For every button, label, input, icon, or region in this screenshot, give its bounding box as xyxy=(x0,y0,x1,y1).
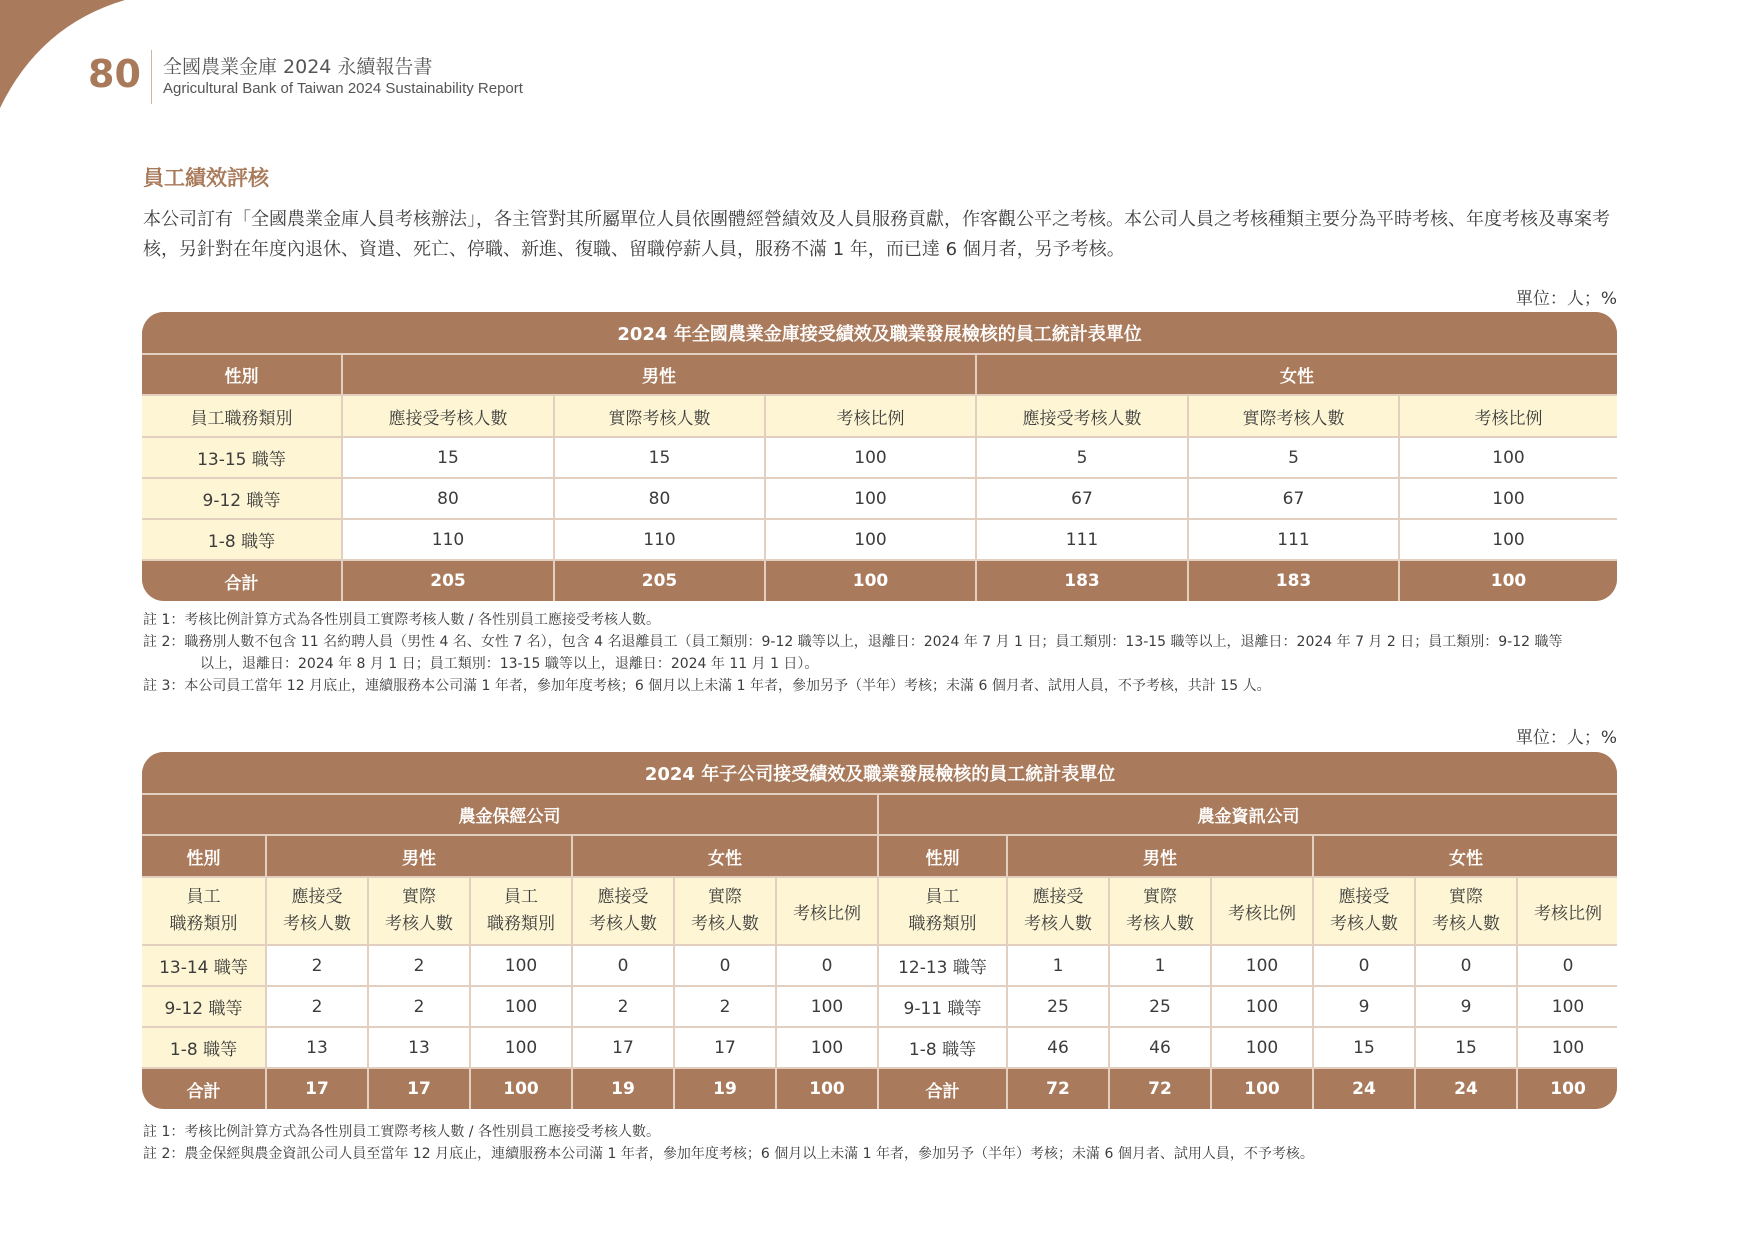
total-label: 合計 xyxy=(142,1068,266,1109)
column-header: 實際考核人數 xyxy=(554,395,765,437)
value-cell: 100 xyxy=(765,437,976,478)
value-cell: 100 xyxy=(776,986,878,1027)
total-cell: 205 xyxy=(554,560,765,601)
table-row xyxy=(142,519,1617,560)
value-cell: 0 xyxy=(776,945,878,986)
page-number: 80 xyxy=(88,52,141,96)
total-label: 合計 xyxy=(142,560,342,601)
total-cell: 100 xyxy=(1399,560,1617,601)
total-cell: 19 xyxy=(572,1068,674,1109)
intro-paragraph: 本公司訂有「全國農業金庫人員考核辦法」，各主管對其所屬單位人員依團體經營績效及人員服務貢獻，作客觀公平之考核。本公司人員之考核種類主要分為平時考核、年度考核及專案考核，另針對在年度內退休、資遣、死亡、停職、新進、復職、留職停薪人員，服務不滿 1 年，而已達 6 個月者，另予考核。 xyxy=(143,209,1610,260)
total-row xyxy=(142,1068,1617,1109)
total-cell: 183 xyxy=(976,560,1188,601)
rank-cell: 9-11 職等 xyxy=(878,986,1007,1027)
total-cell: 17 xyxy=(368,1068,470,1109)
report-title-zh: 全國農業金庫 2024 永續報告書 xyxy=(163,56,433,78)
note-continuation: 以上，退離日：2024 年 8 月 1 日；員工類別：13-15 職等以上，退離日：2024 年 11 月 1 日）。 xyxy=(200,656,819,672)
company-b-header: 農金資訊公司 xyxy=(878,794,1617,835)
value-cell: 111 xyxy=(976,519,1188,560)
total-cell: 205 xyxy=(342,560,554,601)
value-cell: 67 xyxy=(1188,478,1399,519)
value-cell: 100 xyxy=(1211,945,1313,986)
value-cell: 25 xyxy=(1109,986,1211,1027)
value-cell: 100 xyxy=(1517,986,1617,1027)
value-cell: 46 xyxy=(1007,1027,1109,1068)
value-cell: 67 xyxy=(976,478,1188,519)
table1-unit: 單位：人；% xyxy=(1515,289,1617,309)
total-cell: 100 xyxy=(1211,1068,1313,1109)
column-header: 應接受 考核人數 xyxy=(572,877,674,945)
value-cell: 2 xyxy=(266,945,368,986)
value-cell: 9 xyxy=(1313,986,1415,1027)
table-row xyxy=(142,437,1617,478)
total-row xyxy=(142,560,1617,601)
total-cell: 72 xyxy=(1109,1068,1211,1109)
total-cell: 100 xyxy=(765,560,976,601)
value-cell: 100 xyxy=(470,986,572,1027)
value-cell: 2 xyxy=(266,986,368,1027)
column-header: 考核比例 xyxy=(776,877,878,945)
value-cell: 110 xyxy=(554,519,765,560)
rank-cell: 12-13 職等 xyxy=(878,945,1007,986)
value-cell: 9 xyxy=(1415,986,1517,1027)
note: 註 1：考核比例計算方式為各性別員工實際考核人數 / 各性別員工應接受考核人數。 xyxy=(143,1124,660,1140)
total-cell: 183 xyxy=(1188,560,1399,601)
total-label: 合計 xyxy=(878,1068,1007,1109)
table1-notes xyxy=(143,609,1562,697)
value-cell: 0 xyxy=(1415,945,1517,986)
total-cell: 19 xyxy=(674,1068,776,1109)
column-header: 實際 考核人數 xyxy=(674,877,776,945)
value-cell: 15 xyxy=(1313,1027,1415,1068)
rank-cell: 1-8 職等 xyxy=(878,1027,1007,1068)
column-header: 實際 考核人數 xyxy=(368,877,470,945)
female-header: 女性 xyxy=(1313,835,1617,877)
note: 註 2：職務別人數不包含 11 名約聘人員（男性 4 名、女性 7 名），包含 4 名退離員工（員工類別：9-12 職等以上，退離日：2024 年 7 月 1 日；員工類別：13-15 職等以上，退離日：2024 年 7 月 2 日；員工類別：9-12 職等 xyxy=(143,634,1563,650)
value-cell: 5 xyxy=(976,437,1188,478)
column-header: 實際 考核人數 xyxy=(1415,877,1517,945)
table1-caption: 2024 年全國農業金庫接受績效及職業發展檢核的員工統計表單位 xyxy=(142,312,1617,354)
total-cell: 24 xyxy=(1415,1068,1517,1109)
value-cell: 100 xyxy=(1517,1027,1617,1068)
gender-header: 性別 xyxy=(142,835,266,877)
value-cell: 100 xyxy=(776,1027,878,1068)
value-cell: 1 xyxy=(1109,945,1211,986)
column-header: 應接受考核人數 xyxy=(976,395,1188,437)
column-header: 實際考核人數 xyxy=(1188,395,1399,437)
column-header: 考核比例 xyxy=(1517,877,1617,945)
rank-cell: 9-12 職等 xyxy=(142,986,266,1027)
value-cell: 100 xyxy=(470,945,572,986)
header-divider xyxy=(151,50,152,104)
column-header: 應接受 考核人數 xyxy=(266,877,368,945)
value-cell: 15 xyxy=(554,437,765,478)
value-cell: 80 xyxy=(342,478,554,519)
value-cell: 100 xyxy=(765,519,976,560)
total-cell: 100 xyxy=(1517,1068,1617,1109)
value-cell: 2 xyxy=(368,986,470,1027)
table-row xyxy=(142,986,1617,1027)
value-cell: 0 xyxy=(1313,945,1415,986)
column-header: 應接受 考核人數 xyxy=(1313,877,1415,945)
rank-header: 員工 職務類別 xyxy=(142,877,266,945)
female-header: 女性 xyxy=(976,354,1617,395)
gender-header: 性別 xyxy=(878,835,1007,877)
rank-cell: 13-15 職等 xyxy=(142,437,342,478)
rank-cell: 9-12 職等 xyxy=(142,478,342,519)
column-header: 實際 考核人數 xyxy=(1109,877,1211,945)
table-row xyxy=(142,478,1617,519)
value-cell: 2 xyxy=(572,986,674,1027)
female-header: 女性 xyxy=(572,835,878,877)
column-header: 考核比例 xyxy=(1399,395,1617,437)
column-header: 考核比例 xyxy=(1211,877,1313,945)
value-cell: 17 xyxy=(674,1027,776,1068)
report-title-en: Agricultural Bank of Taiwan 2024 Sustainability Report xyxy=(163,80,523,97)
column-header: 應接受 考核人數 xyxy=(1007,877,1109,945)
male-header: 男性 xyxy=(1007,835,1313,877)
value-cell: 100 xyxy=(1399,519,1617,560)
rank-cell: 1-8 職等 xyxy=(142,1027,266,1068)
table2-caption: 2024 年子公司接受績效及職業發展檢核的員工統計表單位 xyxy=(142,752,1617,794)
table2 xyxy=(142,752,1617,1109)
value-cell: 46 xyxy=(1109,1027,1211,1068)
value-cell: 13 xyxy=(266,1027,368,1068)
total-cell: 100 xyxy=(776,1068,878,1109)
table-row xyxy=(142,945,1617,986)
value-cell: 100 xyxy=(1399,437,1617,478)
note: 註 1：考核比例計算方式為各性別員工實際考核人數 / 各性別員工應接受考核人數。 xyxy=(143,612,660,628)
value-cell: 100 xyxy=(1399,478,1617,519)
note: 註 3：本公司員工當年 12 月底止，連續服務本公司滿 1 年者，參加年度考核；6 個月以上未滿 1 年者，參加另予（半年）考核；未滿 6 個月者、試用人員，不予考核，共計 15 人。 xyxy=(143,678,1271,694)
value-cell: 1 xyxy=(1007,945,1109,986)
column-header: 考核比例 xyxy=(765,395,976,437)
column-header: 員工 職務類別 xyxy=(470,877,572,945)
value-cell: 2 xyxy=(674,986,776,1027)
total-cell: 100 xyxy=(470,1068,572,1109)
section-heading: 員工績效評核 xyxy=(143,166,269,190)
rank-header: 員工職務類別 xyxy=(142,395,342,437)
company-a-header: 農金保經公司 xyxy=(142,794,878,835)
value-cell: 0 xyxy=(674,945,776,986)
total-cell: 72 xyxy=(1007,1068,1109,1109)
rank-cell: 13-14 職等 xyxy=(142,945,266,986)
value-cell: 100 xyxy=(1211,986,1313,1027)
value-cell: 0 xyxy=(572,945,674,986)
value-cell: 13 xyxy=(368,1027,470,1068)
gender-header: 性別 xyxy=(142,354,342,395)
value-cell: 100 xyxy=(470,1027,572,1068)
value-cell: 2 xyxy=(368,945,470,986)
value-cell: 100 xyxy=(765,478,976,519)
value-cell: 100 xyxy=(1211,1027,1313,1068)
value-cell: 5 xyxy=(1188,437,1399,478)
value-cell: 25 xyxy=(1007,986,1109,1027)
value-cell: 0 xyxy=(1517,945,1617,986)
value-cell: 17 xyxy=(572,1027,674,1068)
table2-notes xyxy=(143,1121,1314,1165)
table-row xyxy=(142,1027,1617,1068)
table1 xyxy=(142,312,1617,601)
value-cell: 110 xyxy=(342,519,554,560)
rank-cell: 1-8 職等 xyxy=(142,519,342,560)
male-header: 男性 xyxy=(266,835,572,877)
male-header: 男性 xyxy=(342,354,976,395)
value-cell: 80 xyxy=(554,478,765,519)
value-cell: 15 xyxy=(342,437,554,478)
total-cell: 24 xyxy=(1313,1068,1415,1109)
value-cell: 15 xyxy=(1415,1027,1517,1068)
table2-unit: 單位：人；% xyxy=(1515,728,1617,748)
value-cell: 111 xyxy=(1188,519,1399,560)
rank-header: 員工 職務類別 xyxy=(878,877,1007,945)
note: 註 2：農金保經與農金資訊公司人員至當年 12 月底止，連續服務本公司滿 1 年者，參加年度考核；6 個月以上未滿 1 年者，參加另予（半年）考核；未滿 6 個月者、試用人員，不予考核。 xyxy=(143,1146,1314,1162)
total-cell: 17 xyxy=(266,1068,368,1109)
column-header: 應接受考核人數 xyxy=(342,395,554,437)
